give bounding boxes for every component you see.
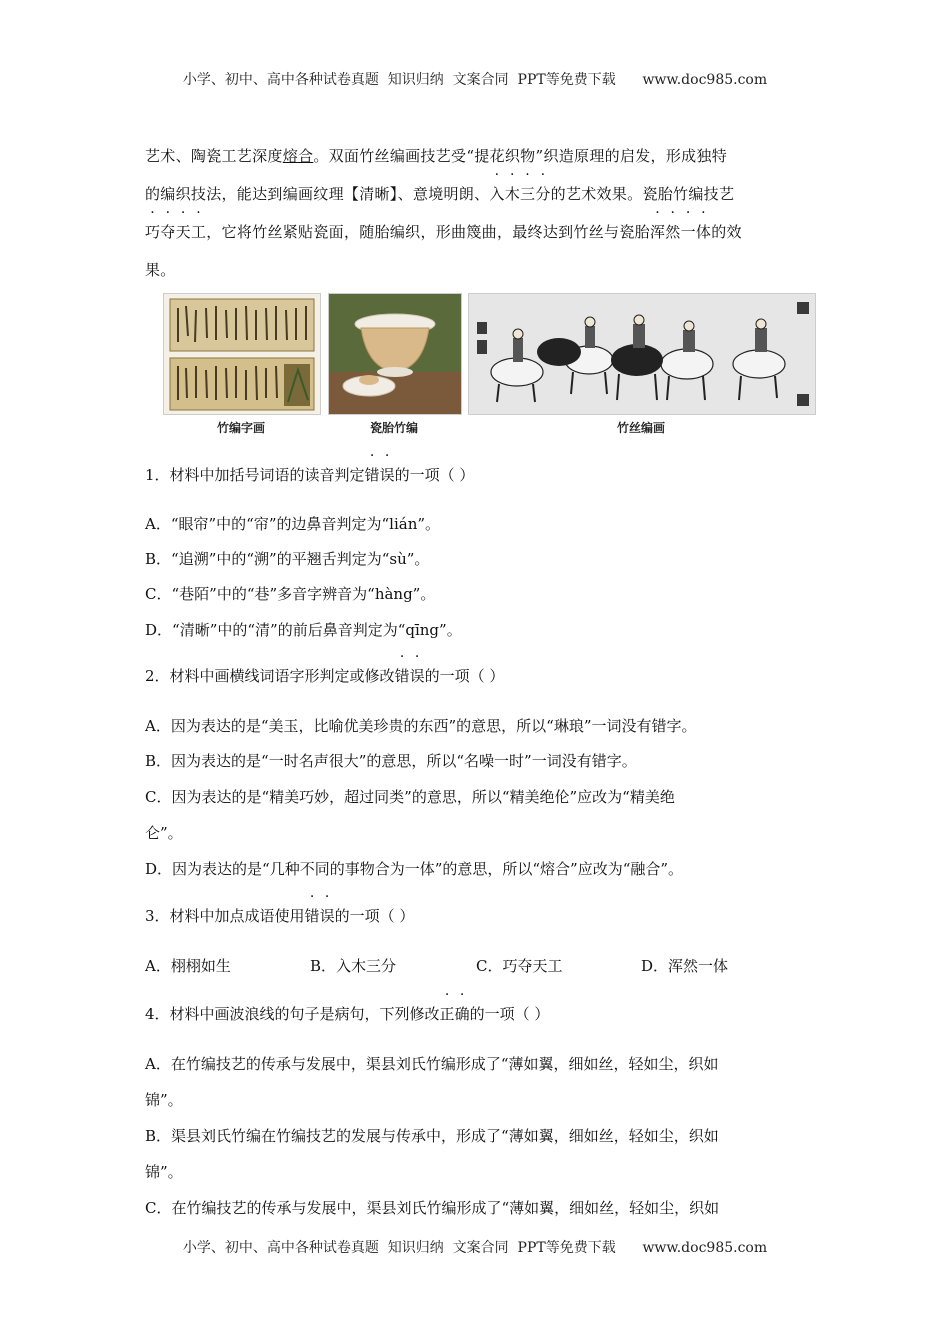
material-paragraph (145, 137, 810, 289)
question-3-option-a: A．栩栩如生 (145, 957, 231, 975)
dotted-char: 错 (364, 466, 380, 484)
dotted-char: 然 (665, 223, 681, 241)
underlined-word: 熔合 (282, 147, 314, 165)
dotted-char: 体 (695, 223, 712, 241)
figure-caption: 竹编字画 (216, 421, 265, 435)
bamboo-calligraphy-image (163, 293, 321, 415)
page-footer: 小学、初中、高中各种试卷真题 知识归纳 文案合同 PPT等免费下载 www.doc985.com (182, 1240, 768, 1256)
dotted-char: 确 (454, 1005, 470, 1023)
question-2-option-c: C．因为表达的是“精美巧妙，超过同类”的意思，所以“精美绝伦”应改为“精美绝 (145, 788, 675, 806)
question-1-option-d: D．“清晰”中的“清”的前后鼻音判定为“qīng”。 (145, 621, 462, 639)
dotted-char: 错 (394, 667, 410, 685)
material-line-2: 的编织技法，能达到编画纹理【清晰】、意境明朗、入木三分的艺术效果。瓷胎竹编技艺 (145, 185, 735, 203)
material-line-3: 巧夺天工，它将竹丝紧贴瓷面，随胎编织，形曲篾曲，最终达到竹丝与瓷胎浑然一体的效 (145, 223, 742, 241)
porcelain-bamboo-illustration (329, 294, 461, 414)
dotted-char: 一 (680, 223, 696, 241)
dotted-char: 夺 (160, 223, 176, 241)
question-4-option-c: C．在竹编技艺的传承与发展中，渠县刘氏竹编形成了“薄如翼，细如丝，轻如尘，织如 (145, 1199, 720, 1217)
question-4-option-a: A．在竹编技艺的传承与发展中，渠县刘氏竹编形成了“薄如翼，细如丝，轻如尘，织如 (145, 1055, 719, 1073)
porcelain-bamboo-image (328, 293, 462, 415)
material-line-4: 果。 (145, 261, 176, 279)
dotted-char: 误 (319, 907, 335, 925)
dotted-char: 木 (504, 185, 521, 203)
question-2-option-b: B．因为表达的是“一时名声很大”的意思，所以“名噪一时”一词没有错字。 (145, 752, 637, 770)
dotted-char: 三 (520, 185, 536, 203)
question-1-option-c: C．“巷陌”中的“巷”多音字辨音为“hàng”。 (145, 585, 436, 603)
question-1-option-a: A．“眼帘”中的“帘”的边鼻音判定为“lián”。 (145, 515, 441, 533)
question-2-option-c-cont: 仑”。 (145, 824, 183, 842)
dotted-char: 分 (535, 185, 551, 203)
question-2-stem: 2．材料中画横线词语字形判定或修改错误的一项（ ） (145, 667, 505, 685)
dotted-char: 天 (175, 223, 191, 241)
dotted-char: 入 (489, 185, 505, 203)
question-1-stem: 1．材料中加括号词语的读音判定错误的一项（ ） (145, 466, 475, 484)
dotted-char: 工 (190, 223, 207, 241)
bamboo-calligraphy-illustration (164, 294, 320, 414)
dotted-char: 正 (439, 1005, 455, 1023)
question-2-option-d: D．因为表达的是“几种不同的事物合为一体”的意思，所以“熔合”应改为“融合”。 (145, 860, 684, 878)
question-3-option-d: D．浑然一体 (641, 957, 729, 975)
question-1-option-b: B．“追溯”中的“溯”的平翘舌判定为“sù”。 (145, 550, 430, 568)
dotted-char: 误 (409, 667, 425, 685)
question-2-option-a: A．因为表达的是“美玉，比喻优美珍贵的东西”的意思，所以“琳琅”一词没有错字。 (145, 717, 697, 735)
dotted-char: 浑 (649, 223, 666, 241)
dotted-char: 错 (304, 907, 320, 925)
question-3-option-b: B．入木三分 (310, 957, 397, 975)
figure-caption: 瓷胎竹编 (369, 421, 418, 435)
dotted-char: 误 (379, 466, 395, 484)
dotted-char: 巧 (145, 223, 161, 241)
horse-riders-illustration (469, 294, 815, 414)
bamboo-weaving-painting-image (468, 293, 816, 415)
question-4-option-a-cont: 锦”。 (145, 1091, 183, 1109)
question-4-stem: 4．材料中画波浪线的句子是病句，下列修改正确的一项（ ） (145, 1005, 550, 1023)
question-3-option-c: C．巧夺天工 (476, 957, 563, 975)
question-3-stem: 3．材料中加点成语使用错误的一项（ ） (145, 907, 415, 925)
material-line-1: 艺术、陶瓷工艺深度熔合。双面竹丝编画技艺受“提花织物”织造原理的启发，形成独特 (145, 147, 728, 165)
question-4-option-b: B．渠县刘氏竹编在竹编技艺的发展与传承中，形成了“薄如翼，细如丝，轻如尘，织如 (145, 1127, 719, 1145)
question-4-option-b-cont: 锦”。 (145, 1163, 183, 1181)
figure-caption: 竹丝编画 (616, 421, 665, 435)
page-header: 小学、初中、高中各种试卷真题 知识归纳 文案合同 PPT等免费下载 www.doc985.com (182, 72, 768, 88)
